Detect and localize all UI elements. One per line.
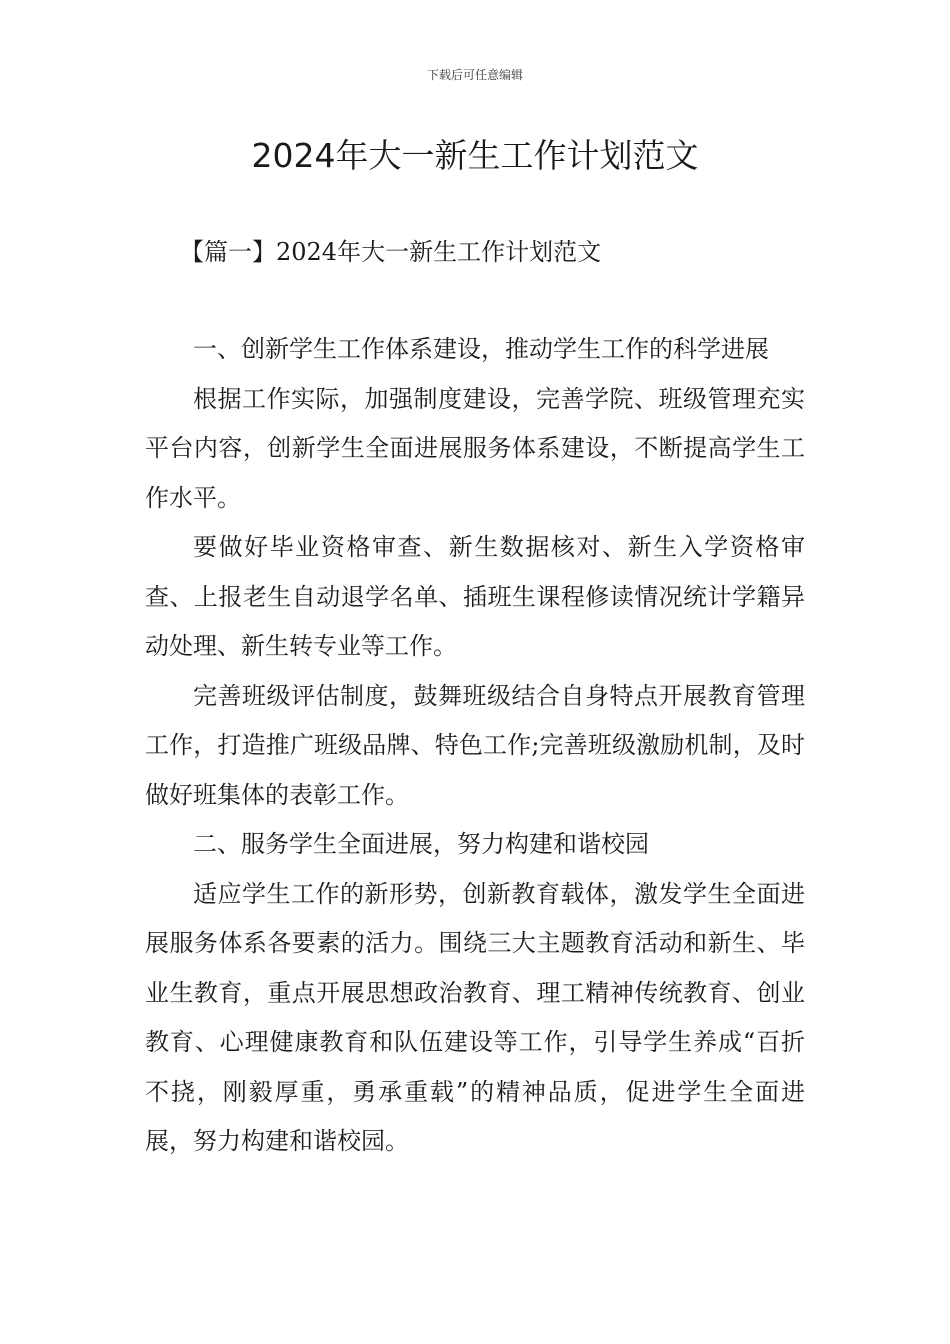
header-note: 下载后可任意编辑 <box>426 68 523 82</box>
paragraph: 根据工作实际，加强制度建设，完善学院、班级管理充实平台内容，创新学生全面进展服务体系建设，不断提高学生工作水平。 <box>145 384 805 512</box>
paragraph-heading-2: 二、服务学生全面进展，努力构建和谐校园 <box>193 830 649 858</box>
paragraph: 适应学生工作的新形势，创新教育载体，激发学生全面进展服务体系各要素的活力。围绕三大主题教育活动和新生、毕业生教育，重点开展思想政治教育、理工精神传统教育、创业教育、心理健康教育和队伍建设等工作，引导学生养成“百折不挠，刚毅厚重，勇承重载”的精神品质，促进学生全面进展，努力构建和谐校园。 <box>145 879 805 1155</box>
section-heading: 【篇一】2024年大一新生工作计划范文 <box>180 238 602 266</box>
document-body <box>145 325 805 1167</box>
document-title: 2024年大一新生工作计划范文 <box>251 136 699 175</box>
paragraph: 要做好毕业资格审查、新生数据核对、新生入学资格审查、上报老生自动退学名单、插班生课程修读情况统计学籍异动处理、新生转专业等工作。 <box>145 533 805 660</box>
paragraph: 完善班级评估制度，鼓舞班级结合自身特点开展教育管理工作，打造推广班级品牌、特色工作;完善班级激励机制，及时做好班集体的表彰工作。 <box>145 681 805 809</box>
paragraph-heading-1: 一、创新学生工作体系建设，推动学生工作的科学进展 <box>193 335 769 363</box>
